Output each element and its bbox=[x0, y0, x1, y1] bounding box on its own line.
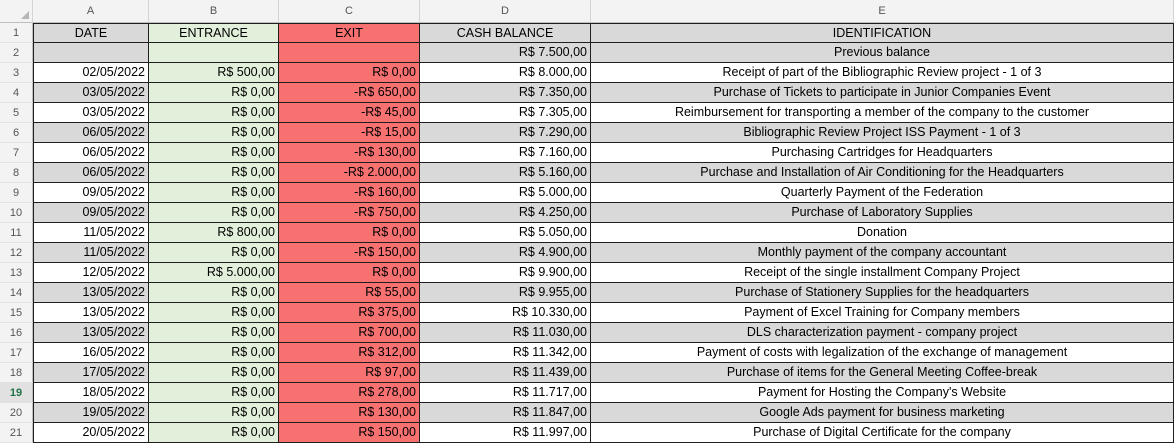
date-cell[interactable]: 13/05/2022 bbox=[33, 323, 149, 343]
date-cell[interactable]: 02/05/2022 bbox=[33, 63, 149, 83]
exit-cell[interactable]: -R$ 15,00 bbox=[279, 123, 420, 143]
entrance-cell[interactable]: R$ 800,00 bbox=[149, 223, 279, 243]
identification-cell[interactable]: Receipt of the single installment Company Project bbox=[591, 263, 1174, 283]
table-row bbox=[0, 83, 1174, 103]
table-row bbox=[0, 423, 1174, 443]
entrance-cell[interactable]: R$ 0,00 bbox=[149, 143, 279, 163]
entrance-cell[interactable]: R$ 0,00 bbox=[149, 403, 279, 423]
select-all-triangle-icon bbox=[21, 11, 29, 19]
row-header[interactable]: 4 bbox=[0, 83, 33, 103]
date-cell[interactable]: 18/05/2022 bbox=[33, 383, 149, 403]
entrance-header-cell[interactable]: ENTRANCE bbox=[149, 23, 279, 43]
table-row bbox=[0, 283, 1174, 303]
identification-cell[interactable]: DLS characterization payment - company project bbox=[591, 323, 1174, 343]
date-cell[interactable]: 16/05/2022 bbox=[33, 343, 149, 363]
date-cell[interactable] bbox=[33, 43, 149, 63]
table-row bbox=[0, 323, 1174, 343]
column-header-b[interactable]: B bbox=[149, 0, 279, 23]
cash-balance-cell[interactable]: R$ 7.160,00 bbox=[420, 143, 591, 163]
row-header[interactable]: 19 bbox=[0, 383, 33, 403]
data-rows bbox=[0, 43, 1174, 443]
cash-balance-cell[interactable]: R$ 11.342,00 bbox=[420, 343, 591, 363]
row-header[interactable]: 10 bbox=[0, 203, 33, 223]
cash-balance-cell[interactable]: R$ 5.050,00 bbox=[420, 223, 591, 243]
exit-cell[interactable]: -R$ 150,00 bbox=[279, 243, 420, 263]
exit-cell[interactable]: -R$ 2.000,00 bbox=[279, 163, 420, 183]
date-cell[interactable]: 20/05/2022 bbox=[33, 423, 149, 443]
entrance-cell[interactable]: R$ 0,00 bbox=[149, 323, 279, 343]
entrance-cell[interactable]: R$ 0,00 bbox=[149, 303, 279, 323]
entrance-cell[interactable]: R$ 0,00 bbox=[149, 243, 279, 263]
date-cell[interactable]: 03/05/2022 bbox=[33, 83, 149, 103]
exit-cell[interactable]: R$ 130,00 bbox=[279, 403, 420, 423]
entrance-cell[interactable]: R$ 0,00 bbox=[149, 383, 279, 403]
exit-cell[interactable]: R$ 97,00 bbox=[279, 363, 420, 383]
exit-cell[interactable]: -R$ 45,00 bbox=[279, 103, 420, 123]
table-row bbox=[0, 143, 1174, 163]
column-header-bar bbox=[0, 0, 1174, 23]
entrance-cell[interactable]: R$ 0,00 bbox=[149, 423, 279, 443]
row-header[interactable]: 16 bbox=[0, 323, 33, 343]
date-cell[interactable]: 13/05/2022 bbox=[33, 283, 149, 303]
identification-cell[interactable]: Purchase of Laboratory Supplies bbox=[591, 203, 1174, 223]
cash-balance-cell[interactable]: R$ 10.330,00 bbox=[420, 303, 591, 323]
identification-cell[interactable]: Payment of costs with legalization of the exchange of management bbox=[591, 343, 1174, 363]
row-header[interactable]: 13 bbox=[0, 263, 33, 283]
identification-cell[interactable]: Purchase of Digital Certificate for the company bbox=[591, 423, 1174, 443]
table-row bbox=[0, 43, 1174, 63]
row-header[interactable]: 12 bbox=[0, 243, 33, 263]
cash-balance-cell[interactable]: R$ 9.900,00 bbox=[420, 263, 591, 283]
identification-header-cell[interactable]: IDENTIFICATION bbox=[591, 23, 1174, 43]
date-header-cell[interactable]: DATE bbox=[33, 23, 149, 43]
cash-balance-cell[interactable]: R$ 11.439,00 bbox=[420, 363, 591, 383]
exit-cell[interactable] bbox=[279, 43, 420, 63]
exit-cell[interactable]: R$ 312,00 bbox=[279, 343, 420, 363]
entrance-cell[interactable]: R$ 0,00 bbox=[149, 283, 279, 303]
exit-cell[interactable]: R$ 0,00 bbox=[279, 63, 420, 83]
table-row bbox=[0, 123, 1174, 143]
cash-balance-cell[interactable]: R$ 11.847,00 bbox=[420, 403, 591, 423]
entrance-cell[interactable]: R$ 0,00 bbox=[149, 343, 279, 363]
date-cell[interactable]: 06/05/2022 bbox=[33, 143, 149, 163]
row-header[interactable]: 15 bbox=[0, 303, 33, 323]
date-cell[interactable]: 06/05/2022 bbox=[33, 123, 149, 143]
cash-balance-cell[interactable]: R$ 5.000,00 bbox=[420, 183, 591, 203]
identification-cell[interactable]: Payment of Excel Training for Company members bbox=[591, 303, 1174, 323]
date-cell[interactable]: 09/05/2022 bbox=[33, 183, 149, 203]
date-cell[interactable]: 11/05/2022 bbox=[33, 223, 149, 243]
column-header-a[interactable]: A bbox=[33, 0, 149, 23]
date-cell[interactable]: 09/05/2022 bbox=[33, 203, 149, 223]
table-row bbox=[0, 383, 1174, 403]
identification-cell[interactable]: Purchase and Installation of Air Conditioning for the Headquarters bbox=[591, 163, 1174, 183]
table-row bbox=[0, 363, 1174, 383]
cash-balance-cell[interactable]: R$ 7.290,00 bbox=[420, 123, 591, 143]
entrance-cell[interactable]: R$ 0,00 bbox=[149, 163, 279, 183]
select-all-corner[interactable] bbox=[0, 0, 33, 23]
cash-balance-cell[interactable]: R$ 7.350,00 bbox=[420, 83, 591, 103]
identification-cell[interactable]: Purchase of items for the General Meeting Coffee-break bbox=[591, 363, 1174, 383]
row-header[interactable]: 14 bbox=[0, 283, 33, 303]
cash-balance-cell[interactable]: R$ 9.955,00 bbox=[420, 283, 591, 303]
cash-balance-cell[interactable]: R$ 4.900,00 bbox=[420, 243, 591, 263]
row-header[interactable]: 20 bbox=[0, 403, 33, 423]
identification-cell[interactable]: Bibliographic Review Project ISS Payment - 1 of 3 bbox=[591, 123, 1174, 143]
identification-cell[interactable]: Purchase of Stationery Supplies for the headquarters bbox=[591, 283, 1174, 303]
row-header[interactable]: 11 bbox=[0, 223, 33, 243]
identification-cell[interactable]: Purchasing Cartridges for Headquarters bbox=[591, 143, 1174, 163]
exit-cell[interactable]: R$ 150,00 bbox=[279, 423, 420, 443]
row-header[interactable]: 17 bbox=[0, 343, 33, 363]
table-row bbox=[0, 303, 1174, 323]
table-row bbox=[0, 183, 1174, 203]
table-row bbox=[0, 223, 1174, 243]
cash-balance-cell[interactable]: R$ 7.500,00 bbox=[420, 43, 591, 63]
exit-cell[interactable]: R$ 700,00 bbox=[279, 323, 420, 343]
date-cell[interactable]: 19/05/2022 bbox=[33, 403, 149, 423]
exit-cell[interactable]: -R$ 650,00 bbox=[279, 83, 420, 103]
entrance-cell[interactable]: R$ 0,00 bbox=[149, 363, 279, 383]
identification-cell[interactable]: Google Ads payment for business marketing bbox=[591, 403, 1174, 423]
cash-balance-cell[interactable]: R$ 5.160,00 bbox=[420, 163, 591, 183]
entrance-cell[interactable]: R$ 0,00 bbox=[149, 123, 279, 143]
identification-cell[interactable]: Reimbursement for transporting a member of the company to the customer bbox=[591, 103, 1174, 123]
date-cell[interactable]: 12/05/2022 bbox=[33, 263, 149, 283]
exit-cell[interactable]: R$ 0,00 bbox=[279, 263, 420, 283]
table-row bbox=[0, 263, 1174, 283]
date-cell[interactable]: 03/05/2022 bbox=[33, 103, 149, 123]
row-header[interactable]: 7 bbox=[0, 143, 33, 163]
identification-cell[interactable]: Monthly payment of the company accountant bbox=[591, 243, 1174, 263]
table-row bbox=[0, 243, 1174, 263]
entrance-cell[interactable]: R$ 0,00 bbox=[149, 203, 279, 223]
cash-balance-header-cell[interactable]: CASH BALANCE bbox=[420, 23, 591, 43]
entrance-cell[interactable]: R$ 0,00 bbox=[149, 103, 279, 123]
table-row bbox=[0, 403, 1174, 423]
date-cell[interactable]: 13/05/2022 bbox=[33, 303, 149, 323]
exit-cell[interactable]: R$ 375,00 bbox=[279, 303, 420, 323]
identification-cell[interactable]: Receipt of part of the Bibliographic Review project - 1 of 3 bbox=[591, 63, 1174, 83]
identification-cell[interactable]: Purchase of Tickets to participate in Junior Companies Event bbox=[591, 83, 1174, 103]
exit-cell[interactable]: -R$ 160,00 bbox=[279, 183, 420, 203]
cash-balance-cell[interactable]: R$ 11.030,00 bbox=[420, 323, 591, 343]
identification-cell[interactable]: Payment for Hosting the Company's Website bbox=[591, 383, 1174, 403]
cash-balance-cell[interactable]: R$ 11.717,00 bbox=[420, 383, 591, 403]
date-cell[interactable]: 17/05/2022 bbox=[33, 363, 149, 383]
row-header[interactable]: 18 bbox=[0, 363, 33, 383]
date-cell[interactable]: 06/05/2022 bbox=[33, 163, 149, 183]
column-header-d[interactable]: D bbox=[420, 0, 591, 23]
exit-cell[interactable]: -R$ 750,00 bbox=[279, 203, 420, 223]
row-header[interactable]: 6 bbox=[0, 123, 33, 143]
exit-cell[interactable]: R$ 55,00 bbox=[279, 283, 420, 303]
row-header[interactable]: 21 bbox=[0, 423, 33, 443]
exit-cell[interactable]: R$ 0,00 bbox=[279, 223, 420, 243]
cash-balance-cell[interactable]: R$ 11.997,00 bbox=[420, 423, 591, 443]
identification-cell[interactable]: Donation bbox=[591, 223, 1174, 243]
entrance-cell[interactable]: R$ 5.000,00 bbox=[149, 263, 279, 283]
row-header[interactable]: 3 bbox=[0, 63, 33, 83]
column-header-c[interactable]: C bbox=[279, 0, 420, 23]
exit-cell[interactable]: R$ 278,00 bbox=[279, 383, 420, 403]
row-header[interactable]: 8 bbox=[0, 163, 33, 183]
column-header-e[interactable]: E bbox=[591, 0, 1174, 23]
table-row bbox=[0, 63, 1174, 83]
table-row bbox=[0, 103, 1174, 123]
table-row bbox=[0, 203, 1174, 223]
entrance-cell[interactable] bbox=[149, 43, 279, 63]
identification-cell[interactable]: Quarterly Payment of the Federation bbox=[591, 183, 1174, 203]
row-header[interactable]: 1 bbox=[0, 23, 33, 43]
exit-header-cell[interactable]: EXIT bbox=[279, 23, 420, 43]
row-header[interactable]: 2 bbox=[0, 43, 33, 63]
row-header[interactable]: 9 bbox=[0, 183, 33, 203]
cash-balance-cell[interactable]: R$ 7.305,00 bbox=[420, 103, 591, 123]
cash-balance-cell[interactable]: R$ 4.250,00 bbox=[420, 203, 591, 223]
table-row bbox=[0, 343, 1174, 363]
entrance-cell[interactable]: R$ 500,00 bbox=[149, 63, 279, 83]
exit-cell[interactable]: -R$ 130,00 bbox=[279, 143, 420, 163]
identification-cell[interactable]: Previous balance bbox=[591, 43, 1174, 63]
table-row bbox=[0, 163, 1174, 183]
row-header[interactable]: 5 bbox=[0, 103, 33, 123]
entrance-cell[interactable]: R$ 0,00 bbox=[149, 83, 279, 103]
entrance-cell[interactable]: R$ 0,00 bbox=[149, 183, 279, 203]
cash-balance-cell[interactable]: R$ 8.000,00 bbox=[420, 63, 591, 83]
date-cell[interactable]: 11/05/2022 bbox=[33, 243, 149, 263]
table-header-row bbox=[0, 23, 1174, 43]
